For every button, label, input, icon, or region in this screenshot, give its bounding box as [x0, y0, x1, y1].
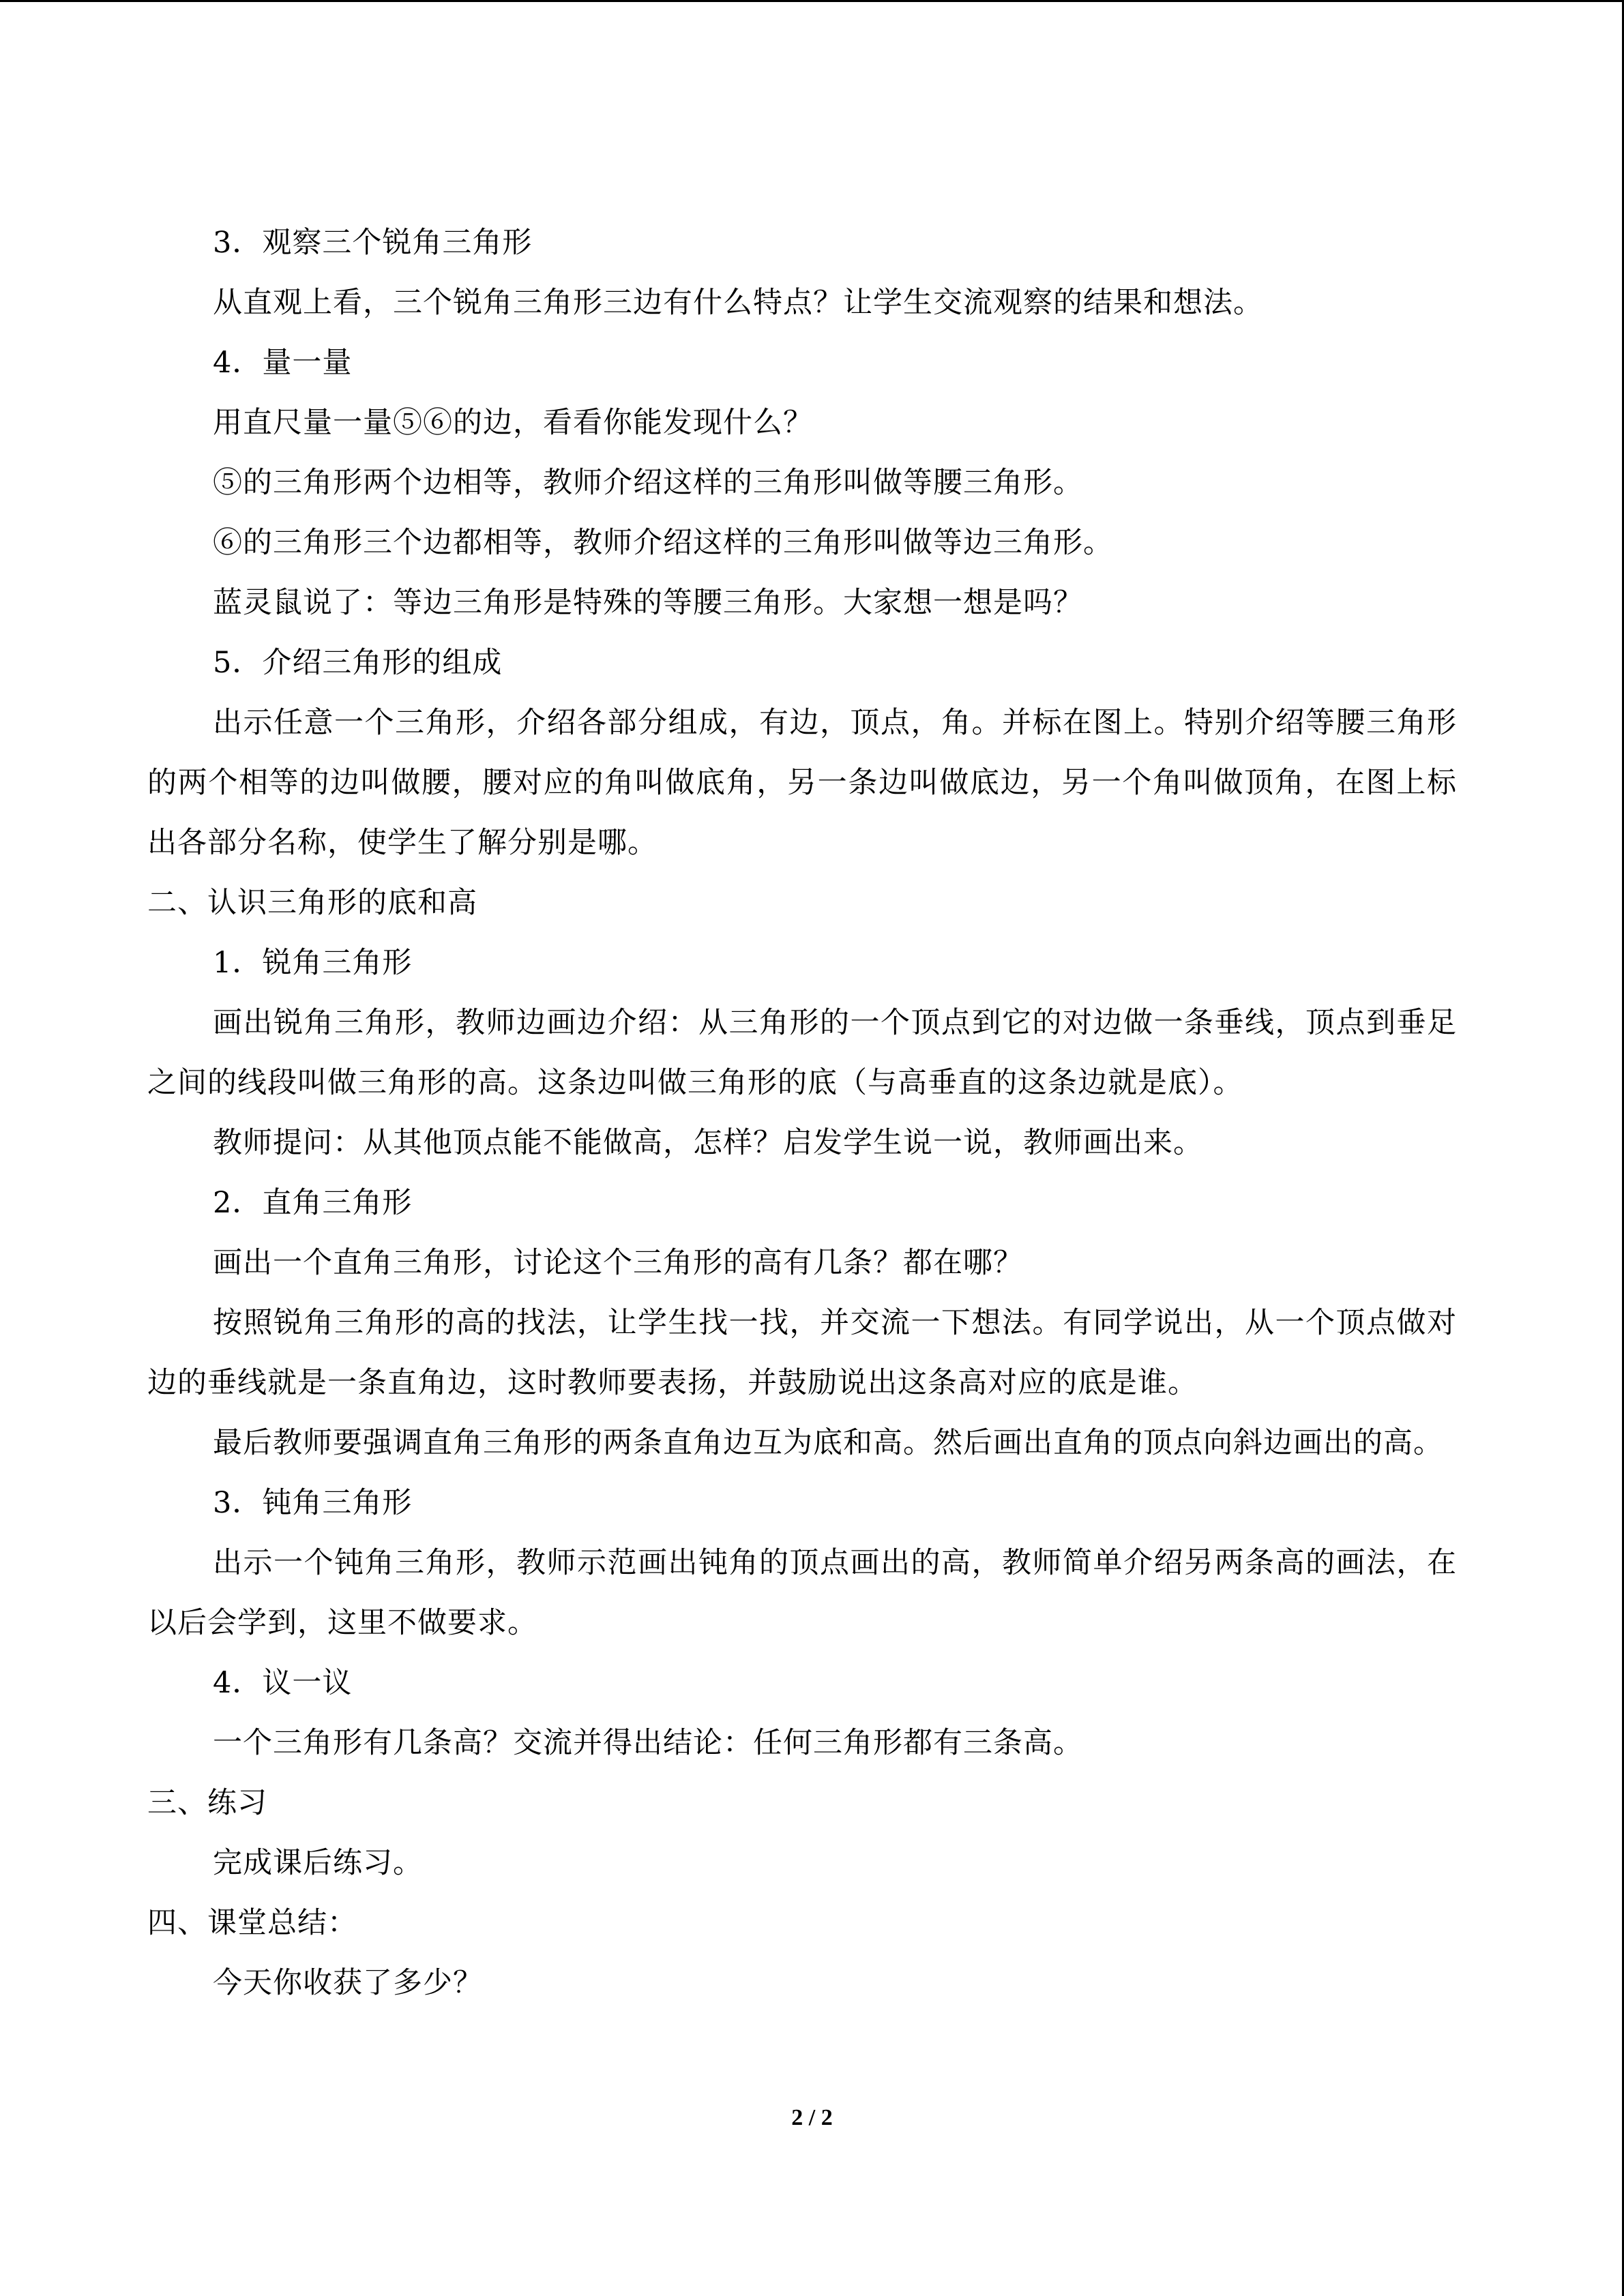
- paragraph: 按照锐角三角形的高的找法，让学生找一找，并交流一下想法。有同学说出，从一个顶点做对边的垂线就是一条直角边，这时教师要表扬，并鼓励说出这条高对应的底是谁。: [147, 1306, 1457, 1400]
- section-item-composition: 5．介绍三角形的组成: [213, 646, 503, 680]
- section-item-right: 2．直角三角形: [213, 1186, 413, 1220]
- section-item-measure: 4．量一量: [213, 346, 353, 380]
- paragraph: 出示一个钝角三角形，教师示范画出钝角的顶点画出的高，教师简单介绍另两条高的画法，在以后会学到，这里不做要求。: [147, 1546, 1457, 1640]
- section-heading-summary: 四、课堂总结：: [147, 1906, 357, 1940]
- paragraph: 今天你收获了多少？: [213, 1966, 483, 2000]
- section-item-acute: 1．锐角三角形: [213, 946, 413, 980]
- paragraph: 从直观上看，三个锐角三角形三边有什么特点？让学生交流观察的结果和想法。: [213, 286, 1263, 320]
- section-item-discuss: 4．议一议: [213, 1666, 353, 1700]
- paragraph: 教师提问：从其他顶点能不能做高，怎样？启发学生说一说，教师画出来。: [213, 1126, 1203, 1160]
- paragraph: ⑤的三角形两个边相等，教师介绍这样的三角形叫做等腰三角形。: [213, 466, 1083, 500]
- paragraph: 一个三角形有几条高？交流并得出结论：任何三角形都有三条高。: [213, 1726, 1083, 1760]
- paragraph: 用直尺量一量⑤⑥的边，看看你能发现什么？: [213, 406, 813, 440]
- paragraph: ⑥的三角形三个边都相等，教师介绍这样的三角形叫做等边三角形。: [213, 526, 1113, 560]
- page-border-top: [0, 0, 1624, 2]
- page-number: 2 / 2: [791, 2105, 833, 2130]
- section-heading-base-height: 二、认识三角形的底和高: [147, 886, 477, 920]
- section-item-obtuse: 3．钝角三角形: [213, 1486, 413, 1520]
- document-body: [147, 213, 1457, 2013]
- paragraph: 画出锐角三角形，教师边画边介绍：从三角形的一个顶点到它的对边做一条垂线，顶点到垂足之间的线段叫做三角形的高。这条边叫做三角形的底（与高垂直的这条边就是底）。: [147, 1006, 1457, 1100]
- paragraph: 完成课后练习。: [213, 1846, 423, 1880]
- paragraph: 画出一个直角三角形，讨论这个三角形的高有几条？都在哪？: [213, 1246, 1023, 1280]
- section-heading-practice: 三、练习: [147, 1786, 267, 1820]
- paragraph: 出示任意一个三角形，介绍各部分组成，有边，顶点，角。并标在图上。特别介绍等腰三角形的两个相等的边叫做腰，腰对应的角叫做底角，另一条边叫做底边，另一个角叫做顶角，在图上标出各部分名称，使学生了解分别是哪。: [147, 706, 1457, 860]
- paragraph: 蓝灵鼠说了：等边三角形是特殊的等腰三角形。大家想一想是吗？: [213, 586, 1083, 620]
- section-item-observe-acute: 3．观察三个锐角三角形: [213, 226, 533, 260]
- paragraph: 最后教师要强调直角三角形的两条直角边互为底和高。然后画出直角的顶点向斜边画出的高。: [213, 1426, 1443, 1460]
